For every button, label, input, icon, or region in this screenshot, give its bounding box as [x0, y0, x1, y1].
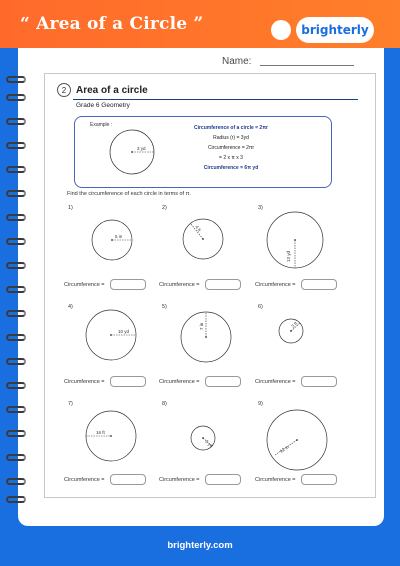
radius-label: 12 in: [278, 444, 290, 454]
circumference-label: Circumference =: [255, 379, 296, 385]
binding-ring: [6, 478, 26, 485]
worksheet-number: 2: [57, 83, 71, 97]
circumference-label: Circumference =: [159, 477, 200, 483]
circumference-label: Circumference =: [64, 477, 105, 483]
worksheet-heading: Area of a circle: [76, 85, 148, 96]
binding-ring: [6, 358, 26, 365]
problem-circle: [267, 410, 327, 470]
problem-number: 2): [162, 205, 167, 211]
problem-circle: [86, 411, 136, 461]
example-line: Radius (r) = 3yd: [213, 135, 249, 141]
binding-ring: [6, 118, 26, 125]
problem-number: 6): [258, 304, 263, 310]
binding-ring: [6, 496, 26, 503]
binding-ring: [6, 286, 26, 293]
problem-circle: [191, 426, 215, 450]
radius-label: 10 yd: [118, 329, 130, 334]
problem-circle: [279, 319, 303, 343]
binding-ring: [6, 238, 26, 245]
problem-number: 8): [162, 401, 167, 407]
problem-number: 3): [258, 205, 263, 211]
radius-label: 13 yd: [286, 250, 291, 262]
problem-number: 4): [68, 304, 73, 310]
worksheet-subtitle: Grade 6 Geometry: [76, 102, 130, 109]
circumference-label: Circumference =: [159, 282, 200, 288]
worksheet-title: “ Area of a Circle ”: [20, 14, 204, 34]
brighterly-logo[interactable]: brighterly: [296, 17, 374, 43]
binding-ring: [6, 76, 26, 83]
binding-ring: [6, 142, 26, 149]
problem-circle: [86, 310, 136, 360]
circumference-label: Circumference =: [159, 379, 200, 385]
problem-number: 7): [68, 401, 73, 407]
binding-ring: [6, 190, 26, 197]
example-answer: Circumference = 6π yd: [203, 165, 259, 171]
binding-ring: [6, 406, 26, 413]
circumference-label: Circumference =: [64, 379, 105, 385]
problem-circle: [181, 312, 231, 362]
problem-number: 9): [258, 401, 263, 407]
radius-label: 3 yd: [137, 146, 146, 151]
circumference-label: Circumference =: [64, 282, 105, 288]
example-circle: [110, 130, 154, 174]
binding-ring: [6, 310, 26, 317]
problem-number: 5): [162, 304, 167, 310]
binding-ring: [6, 94, 26, 101]
example-label: Example :: [90, 122, 113, 128]
binding-ring: [6, 382, 26, 389]
radius-label: 7 in: [199, 322, 204, 330]
problem-circle: [267, 212, 323, 268]
circumference-label: Circumference =: [255, 282, 296, 288]
binding-ring: [6, 334, 26, 341]
footer-url[interactable]: brighterly.com: [167, 540, 233, 551]
radius-label: 16 ft: [96, 430, 105, 435]
binding-ring: [6, 214, 26, 221]
radius-label: 3 ft: [290, 320, 299, 329]
example-formula: Circumference of a circle = 2πr: [193, 125, 268, 131]
example-line: Circumference = 2πr: [207, 145, 255, 151]
binding-ring: [6, 262, 26, 269]
radius-label: 5 in: [115, 234, 123, 239]
problem-circle: [183, 219, 223, 259]
binding-ring: [6, 166, 26, 173]
radius-label: 4 ft: [194, 224, 202, 233]
name-label: Name:: [222, 56, 252, 67]
example-line: = 2 x π x 3: [219, 155, 243, 161]
problem-circle: [92, 220, 132, 260]
radius-label: 5 yd: [204, 439, 215, 449]
binding-ring: [6, 454, 26, 461]
instructions: Find the circumference of each circle in terms of π.: [67, 191, 191, 197]
circumference-label: Circumference =: [255, 477, 296, 483]
binding-ring: [6, 430, 26, 437]
problem-number: 1): [68, 205, 73, 211]
